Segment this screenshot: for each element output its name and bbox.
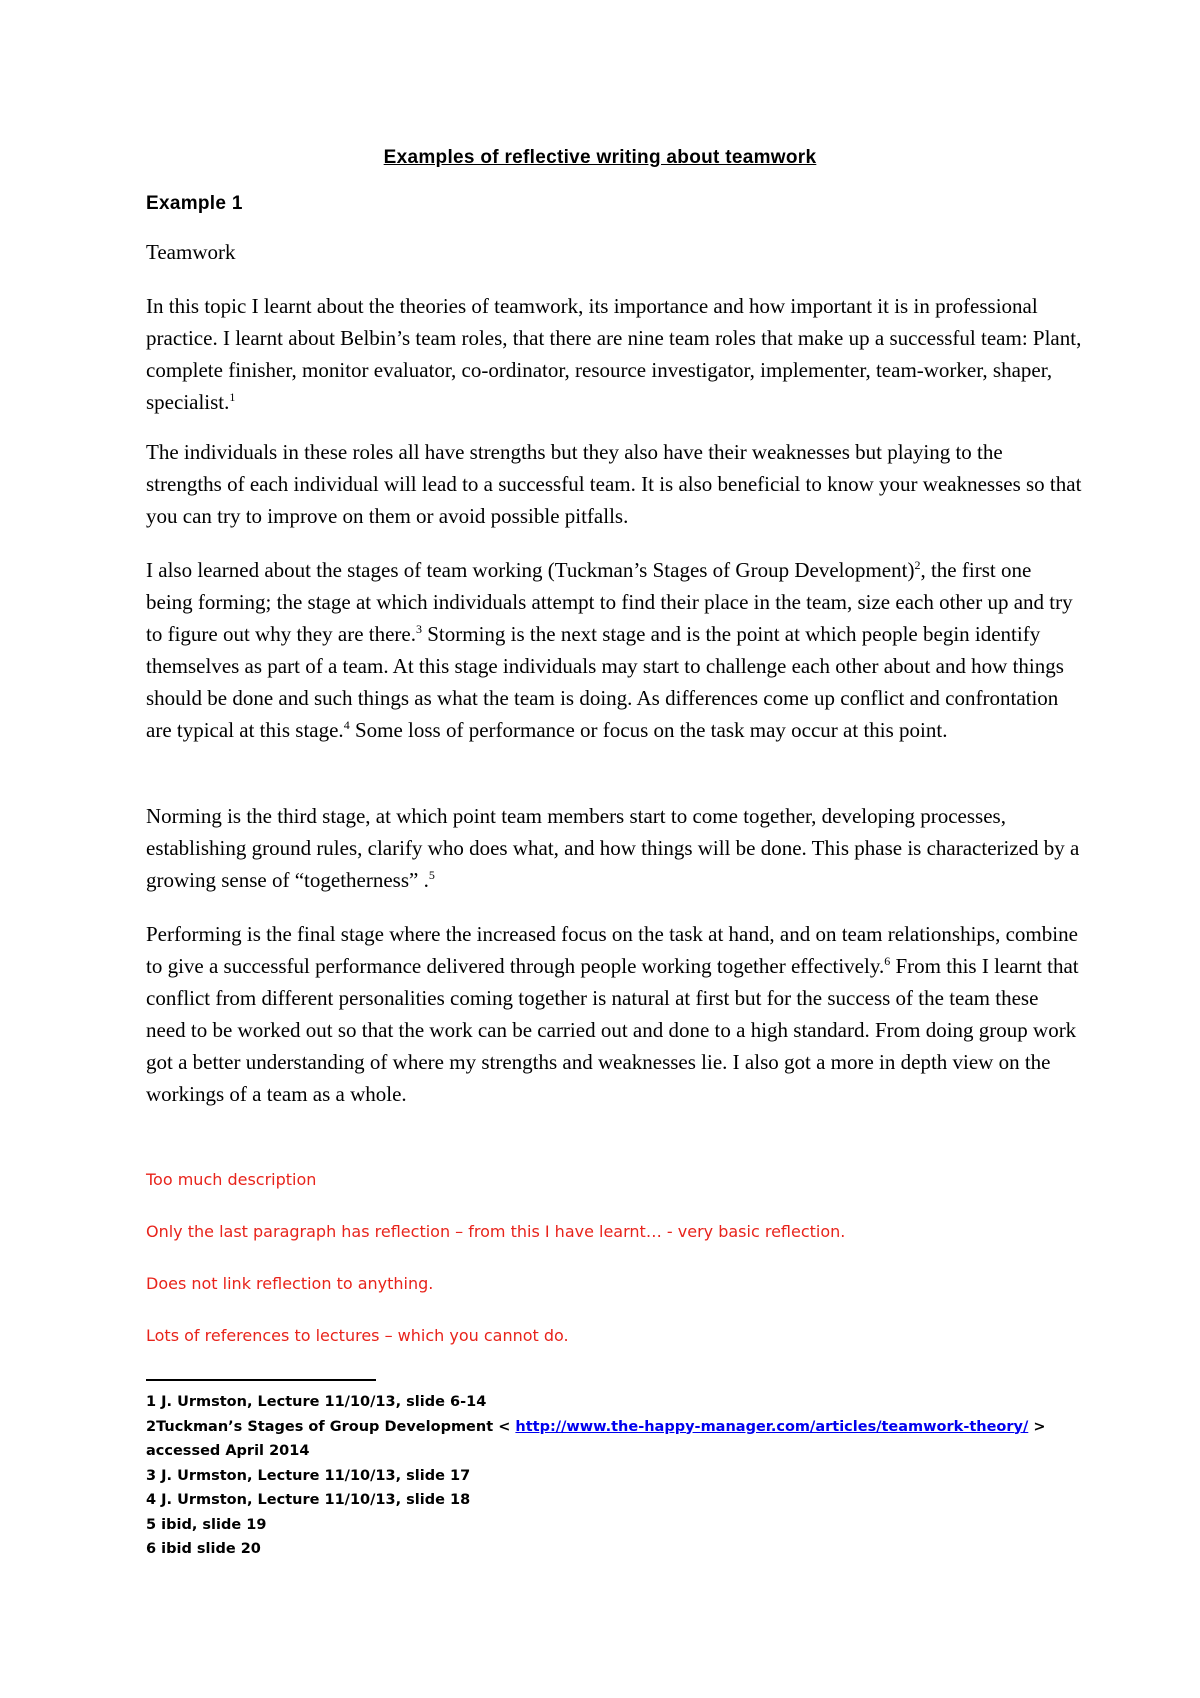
paragraph-norming: [146, 800, 1082, 896]
example-heading: Example 1: [146, 193, 243, 214]
footnote-3: 3 J. Urmston, Lecture 11/10/13, slide 17: [146, 1467, 471, 1484]
footnotes-list: [146, 1390, 1106, 1562]
paragraph-text: I also learned about the stages of team working (Tuckman’s Stages of Group Development): [146, 558, 915, 582]
footnote-2-text: 2Tuckman’s Stages of Group Development <: [146, 1418, 516, 1435]
comment-basic-reflection: Only the last paragraph has reflection – from this I have learnt… - very basic reflection.: [146, 1222, 846, 1241]
paragraph-text: Some loss of performance or focus on the task may occur at this point.: [349, 718, 948, 742]
footnote-5: 5 ibid, slide 19: [146, 1516, 267, 1533]
comment-lecture-references: Lots of references to lectures – which you cannot do.: [146, 1326, 569, 1345]
footnote-2: [146, 1415, 1106, 1440]
comment-too-much-description: Too much description: [146, 1170, 317, 1189]
paragraph-belbin-roles: [146, 290, 1082, 418]
paragraph-text: Norming is the third stage, at which point team members start to come together, developing processes, establishing ground rules, clarify who does what, and how things will be done. This phase is characterized by a growing sense of “togetherness” .: [146, 804, 1080, 892]
paragraph-text: In this topic I learnt about the theories of teamwork, its importance and how important it is in professional practice. I learnt about Belbin’s team roles, that there are nine team roles that make up a successful team: Plant, complete finisher, monitor evaluator, co-ordinator, resource investigator, implementer, team-worker, shaper, specialist.: [146, 294, 1082, 414]
footnote-ref: 3: [416, 622, 422, 636]
section-label: Teamwork: [146, 240, 236, 264]
paragraph-tuckman-stages: [146, 554, 1082, 746]
footnote-ref: 5: [428, 868, 435, 882]
paragraph-text: Performing is the final stage where the increased focus on the task at hand, and on team relationships, combine to give a successful performance delivered through people working together effectively.: [146, 922, 1078, 978]
footnote-ref: 1: [229, 390, 236, 404]
footnote-6: 6 ibid slide 20: [146, 1541, 261, 1557]
comment-no-link: Does not link reflection to anything.: [146, 1274, 434, 1293]
document-title: Examples of reflective writing about teamwork: [383, 147, 817, 168]
footnote-1: 1 J. Urmston, Lecture 11/10/13, slide 6-14: [146, 1394, 487, 1410]
footnote-ref: 4: [343, 718, 350, 732]
footnote-2-link[interactable]: http://www.the-happy-manager.com/articles/teamwork-theory/: [515, 1418, 1029, 1435]
paragraph-text: , the first one being forming; the stage at which individuals attempt to find their place in the team, size each other up and try to figure out why they are there.: [146, 558, 1073, 646]
paragraph-strengths: [146, 436, 1082, 532]
footnote-ref: 2: [914, 558, 921, 572]
paragraph-performing: [146, 918, 1082, 1110]
paragraph-text: The individuals in these roles all have strengths but they also have their weaknesses but playing to the strengths of each individual will lead to a successful team. It is also beneficial to know your weaknesses so that you can try to improve on them or avoid possible pitfalls.: [146, 440, 1082, 528]
footnote-separator: [146, 1379, 376, 1381]
footnote-2-suffix: >: [1028, 1418, 1046, 1435]
footnote-4: 4 J. Urmston, Lecture 11/10/13, slide 18: [146, 1492, 471, 1508]
footnote-2-continued: accessed April 2014: [146, 1443, 310, 1459]
paragraph-text: From this I learnt that conflict from different personalities coming together is natural at first but for the success of the team these need to be worked out so that the work can be carried out and done to a high standard. From doing group work got a better understanding of where my strengths and weaknesses lie. I also got a more in depth view on the workings of a team as a whole.: [146, 954, 1079, 1106]
footnote-ref: 6: [884, 954, 891, 968]
paragraph-text: Storming is the next stage and is the point at which people begin identify themselves as part of a team. At this stage individuals may start to challenge each other about and how things should be done and such things as what the team is doing. As differences come up conflict and confrontation are typical at this stage.: [146, 622, 1064, 742]
